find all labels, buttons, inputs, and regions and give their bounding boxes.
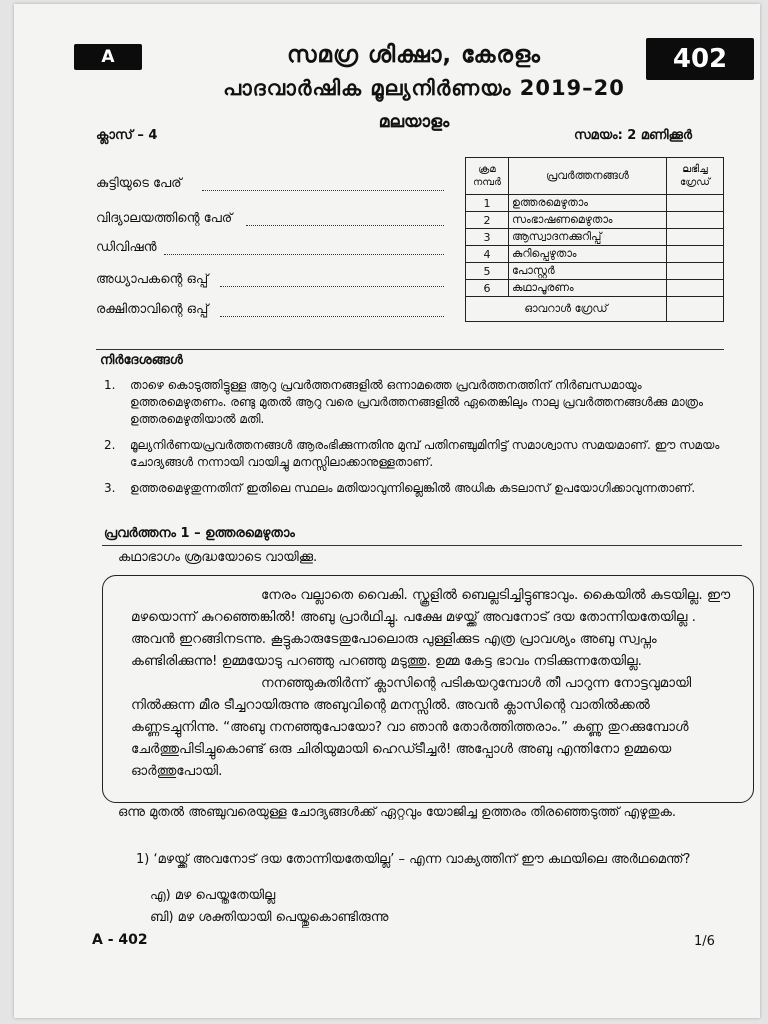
paper-code-badge: A <box>74 44 142 70</box>
instruction-item: 3. ഉത്തരമെഴുതുന്നതിന് ഇതിലെ സ്ഥലം മതിയാവുന്നില്ലെങ്കിൽ അധിക കടലാസ് ഉപയോഗിക്കാവുന്നതാണ്. <box>104 481 696 495</box>
student-name-label: കുട്ടിയുടെ പേര് <box>96 176 182 191</box>
row-grade-cell[interactable] <box>667 195 724 212</box>
table-row <box>466 229 724 246</box>
parent-signature-label: രക്ഷിതാവിന്റെ ഒപ്പ് <box>96 302 209 317</box>
overall-grade-row <box>466 297 724 322</box>
row-activity: ആസ്വാദനക്കുറിപ്പ് <box>509 229 667 246</box>
activity-1-instruction: കഥാഭാഗം ശ്രദ്ധയോടെ വായിക്കൂ. <box>118 550 318 565</box>
instruction-item: 1. താഴെ കൊടുത്തിട്ടുള്ള ആറു പ്രവർത്തനങ്ങളിൽ ഒന്നാമത്തെ പ്രവർത്തനത്തിന് നിർബന്ധമായും ഉത്തരമെഴുതണം. രണ്ടു മുതൽ ആറു വരെ പ്രവർത്തനങ്ങളിൽ ഏതെങ്കിലും നാലു പ്രവർത്തനങ്ങൾക്കു മാത്രം ഉത്തരമെഴുതിയാൽ മതി. <box>104 378 704 426</box>
row-number: 2 <box>466 212 509 229</box>
row-activity: പോസ്റ്റർ <box>509 263 667 280</box>
question-intro: ഒന്നു മുതൽ അഞ്ചുവരെയുള്ള ചോദ്യങ്ങൾക്ക് ഏറ്റവും യോജിച്ച ഉത്തരം തിരഞ്ഞെടുത്ത് എഴുതുക. <box>118 805 676 820</box>
story-paragraph: നനഞ്ഞുകുതിർന്ന് ക്ലാസിന്റെ പടികയറുമ്പോൾ തീ പാറുന്ന നോട്ടവുമായി നിൽക്കുന്ന മീര ടീച്ചറായിരുന്നു അബുവിന്റെ മനസ്സിൽ. അവൻ ക്ലാസിന്റെ വാതിൽക്കൽ കണ്ണടച്ചുനിന്നു. “അബു നനഞ്ഞുപോയോ? വാ ഞാൻ തോർത്തിത്തരാം.” കണ്ണു തുറക്കുമ്പോൾ ചേർത്തുപിടിച്ചുകൊണ്ട് ഒരു ചിരിയുമായി ഹെഡ്ടീച്ചർ! അപ്പോൾ അബു എന്തിനോ ഉമ്മയെ ഓർത്തുപോയി. <box>131 675 692 779</box>
table-row <box>466 195 724 212</box>
row-grade-cell[interactable] <box>667 263 724 280</box>
instructions-heading: നിർദേശങ്ങൾ <box>100 353 183 368</box>
row-number: 1 <box>466 195 509 212</box>
row-number: 4 <box>466 246 509 263</box>
school-name-label: വിദ്യാലയത്തിന്റെ പേര് <box>96 211 233 226</box>
row-number: 3 <box>466 229 509 246</box>
page-number: 1/6 <box>694 934 715 949</box>
row-activity: ഉത്തരമെഴുതാം <box>509 195 667 212</box>
division-line[interactable] <box>164 254 444 255</box>
col-header-grade: ലഭിച്ച ഗ്രേഡ് <box>667 158 724 195</box>
story-paragraph: നേരം വല്ലാതെ വൈകി. സ്കൂളിൽ ബെല്ലടിച്ചിട്ടുണ്ടാവും. കൈയിൽ കുടയില്ല. ഈ മഴയൊന്ന് കുറഞ്ഞെങ്കിൽ! അബു പ്രാർഥിച്ചു. പക്ഷേ മഴയ്ക്ക് അവനോട് ദയ തോന്നിയതേയില്ല . അവൻ ഇറങ്ങിനടന്നു. കൂട്ടുകാരുടേതുപോലൊരു പുള്ളിക്കുട എത്ര പ്രാവശ്യം അബു സ്വപ്നം കണ്ടിരിക്കുന്നു! ഉമ്മയോടു പറഞ്ഞു പറഞ്ഞു മടുത്തു. ഉമ്മ കേട്ട ഭാവം നടിക്കുന്നതേയില്ല. <box>131 587 731 669</box>
time-label: സമയം: 2 മണിക്കൂർ <box>574 128 693 143</box>
row-grade-cell[interactable] <box>667 212 724 229</box>
table-row <box>466 263 724 280</box>
table-row <box>466 212 724 229</box>
col-header-activity: പ്രവർത്തനങ്ങൾ <box>509 158 667 195</box>
exam-page <box>14 4 760 1018</box>
table-row <box>466 246 724 263</box>
subject-title: മലയാളം <box>378 112 450 132</box>
parent-signature-line[interactable] <box>220 316 444 317</box>
instruction-item: 2. മൂല്യനിർണയപ്രവർത്തനങ്ങൾ ആരംഭിക്കുന്നതിനു മുമ്പ് പതിനഞ്ചുമിനിട്ട് സമാശ്വാസ സമയമാണ്. ഈ സമയം ചോദ്യങ്ങൾ നന്നായി വായിച്ചു മനസ്സിലാക്കാനുള്ളതാണ്. <box>104 438 720 469</box>
row-number: 6 <box>466 280 509 297</box>
page-subtitle: പാദവാർഷിക മൂല്യനിർണയം 2019–20 <box>223 76 625 100</box>
division-label: ഡിവിഷൻ <box>96 240 157 255</box>
footer-code: A - 402 <box>92 932 148 948</box>
story-passage-box <box>102 575 754 803</box>
row-grade-cell[interactable] <box>667 246 724 263</box>
col-header-number: ക്രമ നമ്പർ <box>466 158 509 195</box>
activity-1-heading: പ്രവർത്തനം 1 – ഉത്തരമെഴുതാം <box>104 526 295 541</box>
question-1: 1) ‘മഴയ്ക്ക് അവനോട് ദയ തോന്നിയതേയില്ല’ – എന്ന വാക്യത്തിന് ഈ കഥയിലെ അർഥമെന്ത്? <box>136 852 691 867</box>
section-divider <box>96 349 724 350</box>
instructions-list <box>104 377 724 497</box>
table-header-row <box>466 158 724 195</box>
table-row <box>466 280 724 297</box>
option-b[interactable]: ബി) മഴ ശക്തിയായി പെയ്തുകൊണ്ടിരുന്നു <box>150 910 389 925</box>
row-grade-cell[interactable] <box>667 229 724 246</box>
row-activity: സംഭാഷണമെഴുതാം <box>509 212 667 229</box>
student-name-line[interactable] <box>202 190 444 191</box>
row-activity: കഥാപൂരണം <box>509 280 667 297</box>
row-grade-cell[interactable] <box>667 280 724 297</box>
row-number: 5 <box>466 263 509 280</box>
school-name-line[interactable] <box>246 225 444 226</box>
overall-grade-label: ഓവറാൾ ഗ്രേഡ് <box>466 297 667 322</box>
paper-number-badge: 402 <box>646 38 754 80</box>
overall-grade-cell[interactable] <box>667 297 724 322</box>
option-a[interactable]: എ) മഴ പെയ്തതേയില്ല <box>150 888 276 903</box>
teacher-signature-line[interactable] <box>220 286 444 287</box>
activity-1-divider <box>102 545 742 546</box>
class-label: ക്ലാസ് – 4 <box>96 128 158 143</box>
page-title: സമഗ്ര ശിക്ഷാ, കേരളം <box>287 42 541 68</box>
activity-grade-table <box>465 157 724 322</box>
row-activity: കുറിപ്പെഴുതാം <box>509 246 667 263</box>
teacher-signature-label: അധ്യാപകന്റെ ഒപ്പ് <box>96 272 209 287</box>
